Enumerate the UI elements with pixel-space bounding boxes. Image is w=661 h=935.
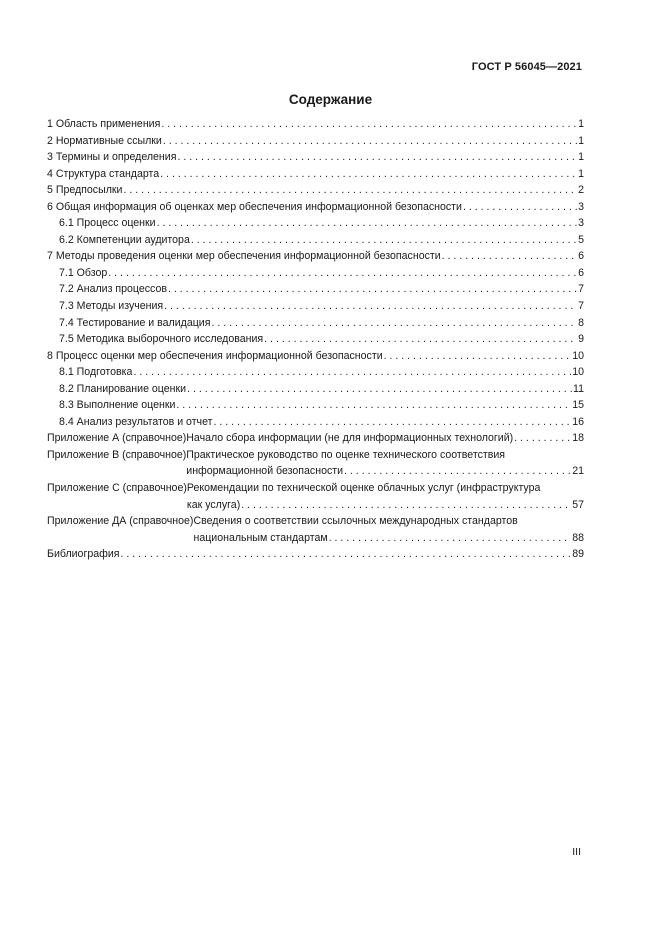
- toc-entry[interactable]: [47, 133, 584, 150]
- toc-appendix[interactable]: [47, 430, 584, 447]
- toc-entry-page: 10: [572, 366, 584, 379]
- toc-entry[interactable]: [47, 248, 584, 265]
- appendix-title: [186, 430, 584, 447]
- toc-entry-page: 16: [572, 415, 584, 428]
- bibliography-page: 89: [572, 548, 584, 561]
- dot-leader: [164, 298, 577, 315]
- appendix-page: 18: [572, 432, 584, 445]
- dot-leader: [108, 265, 577, 282]
- appendix-title: [187, 480, 584, 513]
- toc-appendix[interactable]: [47, 480, 584, 513]
- toc-title: Содержание: [288, 92, 373, 107]
- toc-entry[interactable]: [47, 281, 584, 298]
- toc-entry[interactable]: [47, 265, 584, 282]
- toc-entry-page: 3: [578, 200, 584, 213]
- appendix-title-line: Начало сбора информации (не для информационных технологий): [186, 432, 514, 445]
- dot-leader: [514, 430, 571, 447]
- toc-entry[interactable]: [47, 397, 584, 414]
- dot-leader: [133, 364, 571, 381]
- dot-leader: [123, 182, 577, 199]
- standard-code: ГОСТ Р 56045—2021: [471, 61, 582, 73]
- toc-entry-label: 7.3 Методы изучения: [59, 300, 164, 313]
- toc-entry[interactable]: [47, 232, 584, 249]
- toc-entry-label: 5 Предпосылки: [47, 184, 123, 197]
- toc-entry-page: 8: [578, 316, 584, 329]
- dot-leader: [157, 215, 578, 232]
- appendix-title: [186, 447, 584, 480]
- toc-entry-label: 6 Общая информация об оценках мер обеспечения информационной безопасности: [47, 200, 462, 213]
- toc-bibliography[interactable]: [47, 546, 584, 563]
- bibliography-label: Библиография: [47, 548, 120, 561]
- appendix-title-line: Рекомендации по технической оценке облачных услуг (инфраструктура: [186, 482, 541, 495]
- table-of-contents: [47, 116, 584, 563]
- toc-entry-label: 8.1 Подготовка: [59, 366, 133, 379]
- toc-entry[interactable]: [47, 149, 584, 166]
- toc-entry-page: 1: [578, 167, 584, 180]
- toc-entry-page: 15: [572, 399, 584, 412]
- toc-entry[interactable]: [47, 215, 584, 232]
- dot-leader: [211, 315, 577, 332]
- appendix-title-last-line: [186, 430, 584, 447]
- toc-entry-label: 7.4 Тестирование и валидация: [59, 316, 211, 329]
- appendix-title: [193, 513, 584, 546]
- toc-entry-label: 8.3 Выполнение оценки: [59, 399, 176, 412]
- toc-entry[interactable]: [47, 414, 584, 431]
- toc-entry-label: 4 Структура стандарта: [47, 167, 160, 180]
- toc-entry[interactable]: [47, 182, 584, 199]
- toc-entry-page: 7: [578, 283, 584, 296]
- appendix-heading: Приложение С (справочное): [47, 482, 187, 495]
- toc-entry-label: 7.2 Анализ процессов: [59, 283, 167, 296]
- toc-entry-page: 10: [572, 349, 584, 362]
- appendix-title-last-line: [186, 463, 584, 480]
- dot-leader: [344, 463, 571, 480]
- toc-entry-page: 3: [578, 217, 584, 230]
- appendix-heading: Приложение В (справочное): [47, 448, 187, 461]
- appendix-title-line: Практическое руководство по оценке технического соответствия: [186, 448, 505, 461]
- page-folio: III: [572, 846, 581, 858]
- toc-entry-label: 2 Нормативные ссылки: [47, 134, 162, 147]
- toc-entry-page: 11: [573, 382, 584, 395]
- dot-leader: [120, 546, 571, 563]
- toc-entry[interactable]: [47, 364, 584, 381]
- appendix-title-line: Сведения о соответствии ссылочных международных стандартов: [193, 515, 518, 528]
- dot-leader: [187, 381, 572, 398]
- appendix-title-line: национальным стандартам: [193, 531, 328, 544]
- toc-entry-label: 8.2 Планирование оценки: [59, 382, 187, 395]
- toc-entry-page: 6: [578, 250, 584, 263]
- toc-entry[interactable]: [47, 116, 584, 133]
- toc-entry-label: 7.5 Методика выборочного исследования: [59, 333, 264, 346]
- dot-leader: [213, 414, 571, 431]
- toc-appendix[interactable]: [47, 447, 584, 480]
- appendix-page: 21: [572, 465, 584, 478]
- dot-leader: [241, 497, 571, 514]
- toc-entry-page: 1: [578, 134, 584, 147]
- appendix-page: 57: [572, 498, 584, 511]
- appendix-title-line: информационной безопасности: [186, 465, 344, 478]
- toc-entry[interactable]: [47, 166, 584, 183]
- toc-entry-page: 1: [578, 151, 584, 164]
- toc-entry-label: 6.1 Процесс оценки: [59, 217, 156, 230]
- toc-entry-label: 7.1 Обзор: [59, 266, 108, 279]
- toc-entry-page: 9: [578, 333, 584, 346]
- dot-leader: [161, 116, 577, 133]
- toc-entry-label: 3 Термины и определения: [47, 151, 177, 164]
- appendix-title-last-line: [187, 497, 584, 514]
- toc-entry-page: 5: [578, 233, 584, 246]
- toc-entry-page: 1: [578, 118, 584, 130]
- toc-entry-label: 6.2 Компетенции аудитора: [59, 233, 190, 246]
- dot-leader: [384, 348, 572, 365]
- dot-leader: [160, 166, 577, 183]
- appendix-title-last-line: [193, 530, 584, 547]
- dot-leader: [176, 397, 571, 414]
- toc-entry-page: 2: [578, 184, 584, 197]
- appendix-heading: Приложение ДА (справочное): [47, 515, 194, 528]
- dot-leader: [191, 232, 577, 249]
- toc-entry-label: 8.4 Анализ результатов и отчет: [59, 415, 213, 428]
- dot-leader: [163, 133, 577, 150]
- toc-entry-page: 6: [578, 266, 584, 279]
- toc-entry[interactable]: [47, 298, 584, 315]
- dot-leader: [442, 248, 577, 265]
- dot-leader: [168, 281, 577, 298]
- appendix-title-line: как услуга): [186, 498, 241, 511]
- toc-entry[interactable]: [47, 331, 584, 348]
- toc-entry-label: 8 Процесс оценки мер обеспечения информационной безопасности: [47, 349, 383, 362]
- toc-appendix[interactable]: [47, 513, 584, 546]
- dot-leader: [329, 530, 572, 547]
- toc-entry-page: 7: [578, 300, 584, 313]
- toc-entry[interactable]: [47, 381, 584, 398]
- dot-leader: [463, 199, 577, 216]
- toc-entry-label: 7 Методы проведения оценки мер обеспечения информационной безопасности: [47, 250, 441, 263]
- dot-leader: [264, 331, 577, 348]
- dot-leader: [177, 149, 577, 166]
- toc-entry[interactable]: [47, 315, 584, 332]
- toc-entry[interactable]: [47, 348, 584, 365]
- toc-entry-label: 1 Область применения: [47, 118, 161, 130]
- appendix-page: 88: [572, 531, 584, 544]
- toc-entry[interactable]: [47, 199, 584, 216]
- appendix-heading: Приложение А (справочное): [47, 432, 187, 445]
